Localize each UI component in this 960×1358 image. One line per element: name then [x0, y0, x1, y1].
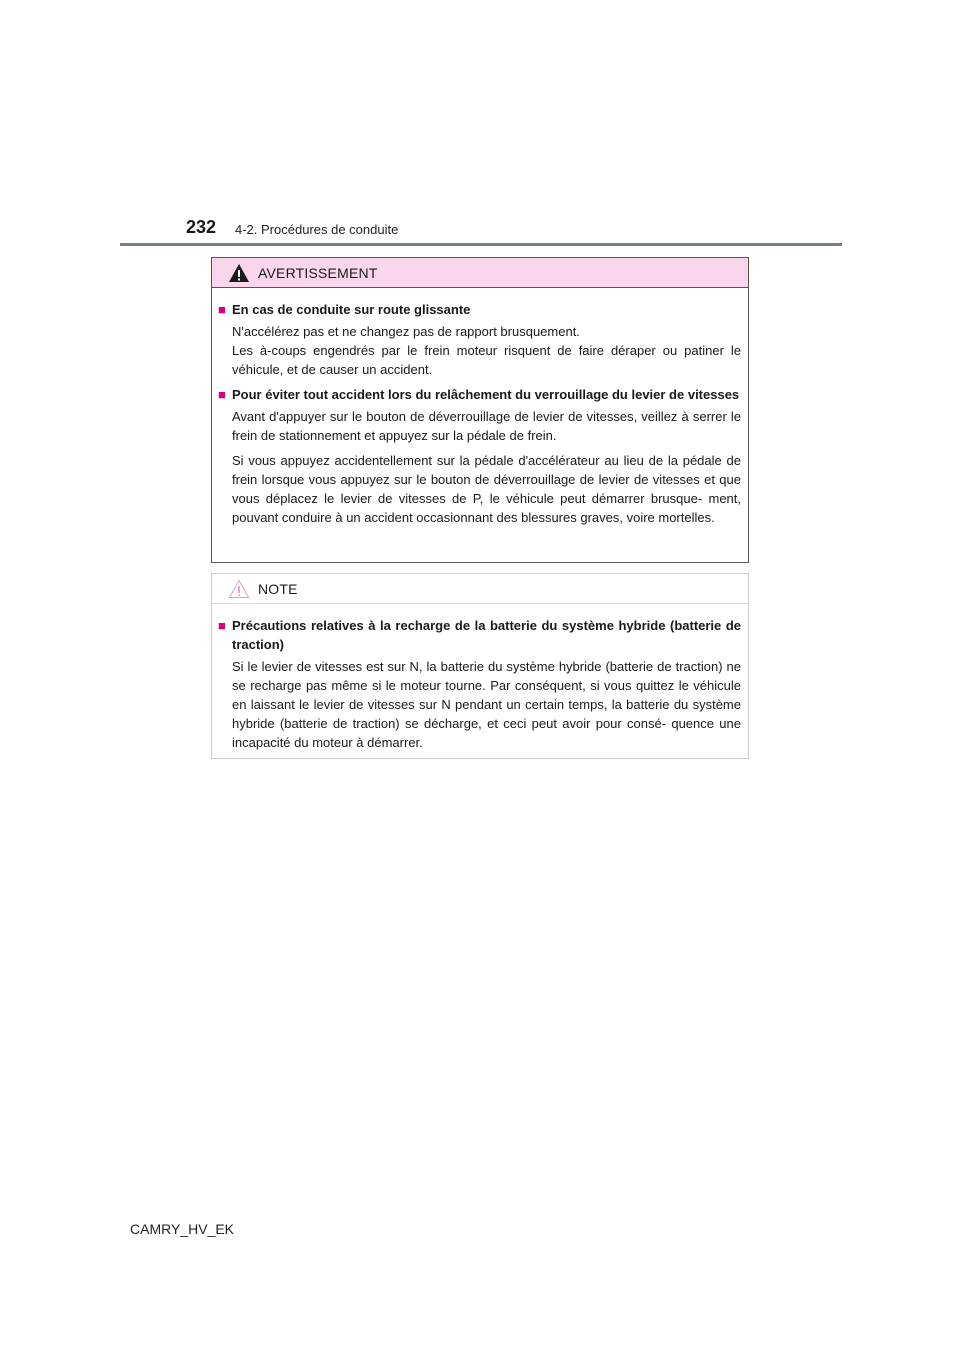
- warning-paragraph: Si vous appuyez accidentellement sur la pédale d'accélérateur au lieu de la pédale de frein lorsque vous appuyez sur le bouton de déverrouillage de levier de vitesses et que vous déplacez le levier de vitesses de P, le véhicule peut démarrer brusque- ment, pouvant conduire à un accident occasionnant des blessures graves, voire mortelles.: [232, 453, 741, 525]
- warning-box-header: [212, 258, 748, 288]
- warning-paragraph: N'accélérez pas et ne changez pas de rapport brusquement.: [232, 324, 580, 339]
- square-bullet-icon: ■: [218, 387, 226, 402]
- warning-triangle-filled-icon: [228, 263, 250, 283]
- page-number: 232: [186, 217, 217, 237]
- square-bullet-icon: ■: [218, 302, 226, 317]
- note-item-title: ■ Précautions relatives à la recharge de la batterie du système hybride (batterie de traction): [218, 618, 741, 652]
- footer-document-code: CAMRY_HV_EK: [130, 1221, 235, 1237]
- warning-box: [211, 257, 749, 563]
- note-box: [211, 573, 749, 759]
- note-paragraph: Si le levier de vitesses est sur N, la batterie du système hybride (batterie de traction) ne se recharge pas même si le moteur tourne. Par conséquent, si vous quittez le véhicule en laissant le levier de vitesses sur N pendant un certain temps, la batterie du système hybride (batterie de traction) se décharge, et ceci peut avoir pour consé- quence une incapacité du moteur à démarrer.: [232, 659, 741, 750]
- warning-item-title: ■ Pour éviter tout accident lors du relâchement du verrouillage du levier de vitesses: [218, 387, 740, 402]
- warning-triangle-outline-icon: [228, 579, 250, 599]
- warning-label: AVERTISSEMENT: [258, 264, 378, 281]
- header-rule: [120, 243, 842, 246]
- square-bullet-icon: ■: [218, 618, 226, 633]
- warning-item-title: ■ En cas de conduite sur route glissante: [218, 302, 471, 317]
- note-box-body: [212, 604, 748, 752]
- warning-paragraph: Avant d'appuyer sur le bouton de déverrouillage de levier de vitesses, veillez à serrer le frein de stationnement et appuyez sur la pédale de frein.: [232, 409, 741, 443]
- note-label: NOTE: [258, 580, 298, 597]
- warning-paragraph: Les à-coups engendrés par le frein moteur risquent de faire déraper ou patiner le véhicule, et de causer un accident.: [232, 343, 741, 377]
- warning-box-body: [212, 288, 748, 527]
- section-title: 4-2. Procédures de conduite: [235, 222, 399, 237]
- note-box-header: [212, 574, 748, 604]
